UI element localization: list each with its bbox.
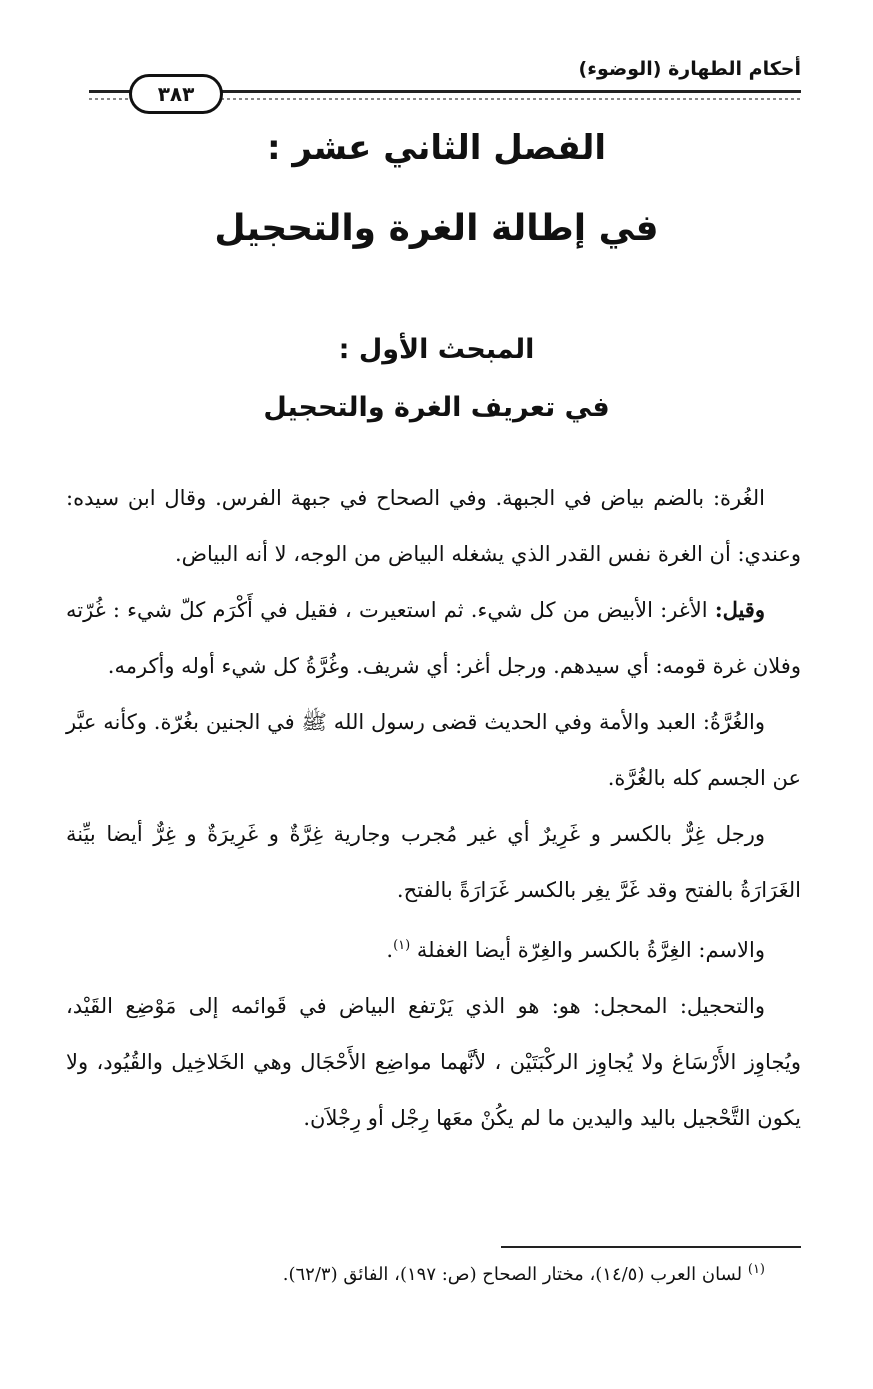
paragraph-text: الغُرة: بالضم بياض في الجبهة. وفي الصحاح في جبهة الفرس. وقال ابن سيده: وعندي: أن الغرة نفس القدر الذي يشغله البياض من الوجه، لا أنه البياض. (66, 486, 801, 566)
paragraph (66, 806, 801, 918)
section-label: المبحث الأول : (338, 334, 535, 365)
footnote-text: لسان العرب (١٤/٥)، مختار الصحاح (ص: ١٩٧)، الفائق (٦٢/٣). (282, 1264, 743, 1285)
chapter-title: في إطالة الغرة والتحجيل (214, 208, 659, 249)
section-title: في تعريف الغرة والتحجيل (263, 392, 610, 423)
paragraph (66, 918, 801, 978)
paragraph-lead: وقيل: (714, 597, 765, 622)
paragraph-text: والتحجيل: المحجل: هو: هو الذي يَرْتفع البياض في قَوائمه إلى مَوْضِع القَيْد، ويُجاوِز الأَرْسَاغ ولا يُجاوِز الركْبَتَيْن ، لأنَّهما مواضِع الأَحْجَال وهي الخَلاخِيل والقُيُود، ولا يكون التَّحْجيل باليد واليدين ما لم يكُنْ معَها رِجْل أو رِجْلاَن. (66, 994, 801, 1130)
running-title: أحكام الطهارة (الوضوء) (578, 58, 801, 80)
paragraph-text: والاسم: الغِرَّةُ بالكسر والغِرّة أيضا الغفلة (416, 938, 765, 962)
paragraph-tail: . (386, 938, 394, 962)
paragraph (66, 694, 801, 806)
footnote-reference[interactable]: (١) (393, 938, 411, 953)
paragraph-text: ورجل غِرٌّ بالكسر و غَرِيرٌ أي غير مُجرب وجارية غِرَّةٌ و غَرِيرَةٌ و غِرٌّ أيضا بيِّنة الغَرَارَةُ بالفتح وقد غَرَّ يغِر بالكسر غَرَارَةً بالفتح. (66, 822, 801, 902)
body-text (66, 470, 801, 1146)
paragraph-text: الأغر: الأبيض من كل شيء. ثم استعيرت ، فقيل في أَكْرَم كلّ شيء : غُرّته وفلان غرة قومه: أي سيدهم. ورجل أغر: أي شريف. وغُرَّةُ كل شيء أوله وأكرمه. (66, 598, 801, 678)
footnote-rule (501, 1246, 801, 1248)
paragraph-text: والغُرَّةُ: العبد والأمة وفي الحديث قضى رسول الله ﷺ في الجنين بغُرّة. وكأنه عبَّر عن الجسم كله بالغُرَّة. (66, 710, 801, 790)
running-header (71, 52, 801, 106)
chapter-label: الفصل الثاني عشر : (266, 128, 607, 168)
footnote-marker: (١) (747, 1262, 765, 1277)
paragraph (66, 470, 801, 582)
page-number: ٣٨٣ (129, 74, 223, 114)
paragraph (66, 582, 801, 694)
paragraph (66, 978, 801, 1146)
footnote (66, 1262, 801, 1285)
